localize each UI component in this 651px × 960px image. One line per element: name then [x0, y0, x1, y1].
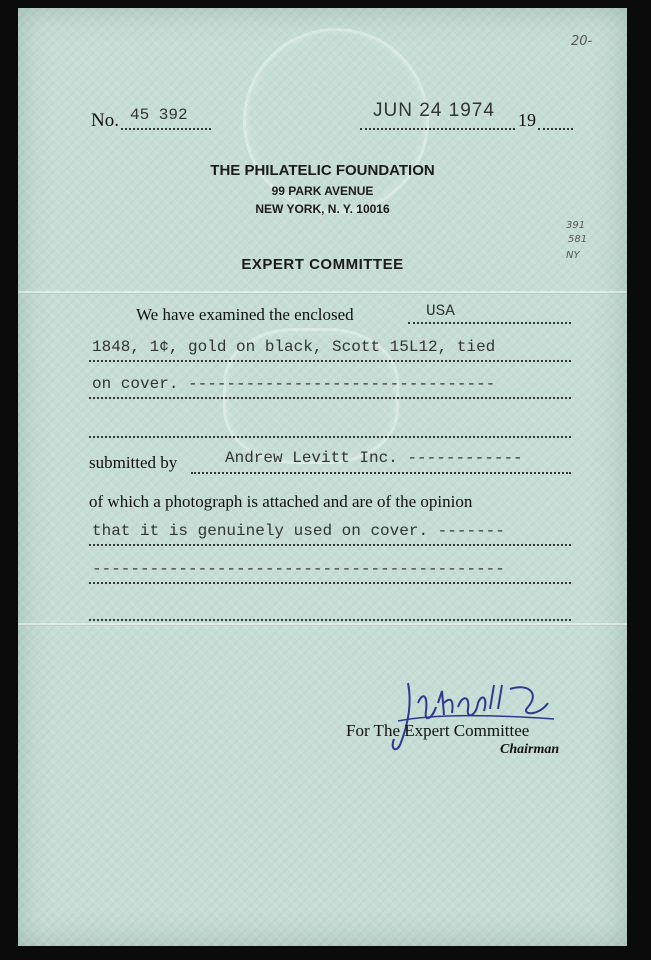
- submitted-rule: [191, 472, 571, 474]
- date-line: [360, 128, 515, 130]
- year-prefix: 19: [518, 110, 536, 130]
- submitted-value: Andrew Levitt Inc. ------------: [225, 449, 523, 467]
- exam-line-3: on cover. --------------------------------: [92, 375, 496, 393]
- opinion-line-2-rule: [89, 582, 571, 584]
- cert-number-value: 45 392: [130, 106, 188, 124]
- margin-note-3: NY: [566, 250, 580, 261]
- fold-line-lower: [18, 623, 627, 626]
- blank-line: [89, 436, 571, 438]
- exam-prefix: We have examined the enclosed: [136, 305, 354, 324]
- cert-number-line: [121, 128, 211, 130]
- blank-line-2: [89, 619, 571, 621]
- opinion-text: of which a photograph is attached and are of the opinion: [89, 492, 473, 511]
- cert-number-label: No.: [91, 110, 119, 131]
- margin-note-1: 391: [566, 220, 586, 231]
- opinion-line-1: that it is genuinely used on cover. -------: [92, 522, 505, 540]
- corner-note: 20-: [571, 34, 593, 49]
- foundation-address: 99 PARK AVENUE: [271, 184, 374, 198]
- exam-line-1: USA: [426, 302, 455, 320]
- certificate-paper: [18, 8, 627, 946]
- fold-line-upper: [18, 291, 627, 294]
- opinion-line-1-rule: [89, 544, 571, 546]
- year-line: [538, 128, 573, 130]
- exam-line-1-rule: [408, 322, 571, 324]
- exam-line-3-rule: [89, 397, 571, 399]
- exam-line-2: 1848, 1¢, gold on black, Scott 15L12, tied: [92, 338, 496, 356]
- committee-title: EXPERT COMMITTEE: [241, 256, 404, 273]
- date-stamp: JUN 24 1974: [373, 100, 495, 121]
- foundation-city: NEW YORK, N. Y. 10016: [255, 202, 390, 216]
- signature-for-text: For The Expert Committee: [346, 721, 530, 740]
- signature-title: Chairman: [500, 742, 560, 757]
- exam-line-2-rule: [89, 360, 571, 362]
- opinion-line-2: -------------------------------------------: [92, 560, 505, 578]
- margin-note-2: 581: [568, 234, 588, 245]
- foundation-name: THE PHILATELIC FOUNDATION: [210, 162, 435, 179]
- submitted-label: submitted by: [89, 453, 178, 472]
